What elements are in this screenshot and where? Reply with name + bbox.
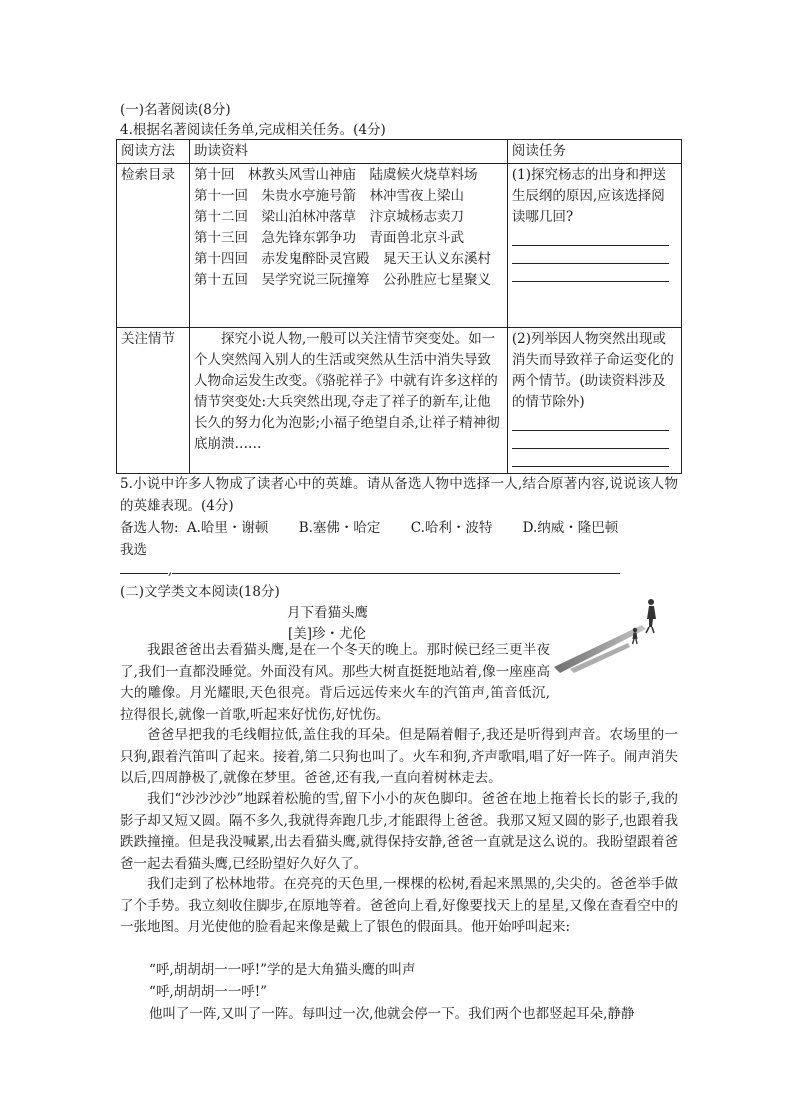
task-question: (1)探究杨志的出身和押送生辰纲的原因,应该选择阅读哪几回?: [511, 167, 667, 225]
chapter-item: 第十四回 赤发鬼醉卧灵宫殿 晁天王认义东溪村: [193, 251, 491, 267]
task-cell: [507, 164, 681, 328]
dialogue-line: “呼,胡胡胡一一呼!”学的是大角猫头鹰的叫声: [149, 962, 416, 978]
q5-choose-label: 我选: [120, 542, 147, 558]
story-paragraph: 爸爸早把我的毛线帽拉低,盖住我的耳朵。但是隔着帽子,我还是听得到声音。农场里的一只狗,跟着汽笛叫了起来。接着,第二只狗也叫了。火车和狗,齐声歌唱,唱了好一阵子。闹声消失以后,四周静极了,就像在梦里。爸爸,还有我,一直向着树林走去。: [120, 727, 678, 786]
reading-task-table: [116, 139, 682, 474]
chapter-item: 第十三回 急先锋东郭争功 青面兽北京斗武: [193, 230, 464, 246]
story-author: [美]珍・尤伦: [288, 626, 367, 642]
option-c: C.哈利・波特: [410, 520, 493, 536]
task-cell: [507, 328, 681, 474]
answer-blank[interactable]: [512, 413, 669, 431]
q5-answer-line: [120, 557, 620, 578]
options-label: 备选人物:: [120, 520, 179, 536]
table-row: [117, 328, 682, 474]
story-title: 月下看猫头鹰: [287, 605, 368, 621]
chapter-item: 第十回 林教头风雪山神庙 陆虞候火烧草料场: [193, 167, 478, 183]
option-a: A.哈里・谢顿: [186, 520, 269, 536]
method-cell: 关注情节: [117, 328, 190, 474]
q5-prompt: 5.小说中许多人物成了读者心中的英雄。请从备选人物中选择一人,结合原著内容,说说该人物的英雄表现。(4分): [120, 476, 678, 514]
answer-blank[interactable]: [512, 228, 669, 246]
answer-blank[interactable]: [512, 449, 669, 467]
option-b: B.塞佛・哈定: [298, 520, 381, 536]
q5-options: [120, 516, 618, 536]
task-question: (2)列举因人物突然出现或消失而导致祥子命运变化的两个情节。(助读资料涉及的情节除外): [511, 331, 674, 410]
answer-blank[interactable]: [512, 431, 669, 449]
father-child-shadow-illustration: [550, 597, 680, 675]
method-cell: 检索目录: [117, 164, 190, 328]
choice-blank[interactable]: [120, 557, 168, 574]
comma: ,: [168, 562, 173, 578]
answer-blank[interactable]: [512, 264, 669, 282]
answer-blank[interactable]: [512, 246, 669, 264]
dialogue-line: “呼,胡胡胡一一呼!”: [149, 984, 268, 1000]
q4-prompt: 4.根据名著阅读任务单,完成相关任务。(4分): [120, 122, 386, 138]
story-paragraph: 我们“沙沙沙沙”地踩着松脆的雪,留下小小的灰色脚印。爸爸在地上拖着长长的影子,我的影子却又短又圆。隔不多久,我就得奔跑几步,才能跟得上爸爸。我那又短又圆的影子,也跟着我跌跌撞撞。但是我没喊累,出去看猫头鹰,就得保持安静,爸爸一直就是这么说的。我盼望跟着爸爸一起去看猫头鹰,已经盼望好久好久了。: [120, 791, 678, 872]
chapter-item: 第十五回 吴学究说三阮撞筹 公孙胜应七星聚义: [193, 272, 491, 288]
section2-title: (二)文学类文本阅读(18分): [120, 584, 280, 600]
table-row: [117, 164, 682, 328]
section1-title: (一)名著阅读(8分): [120, 102, 231, 118]
material-text: 探究小说人物,一般可以关注情节突变处。如一个人突然闯入别人的生活或突然从生活中消失导致人物命运发生改变。《骆驼祥子》中就有许多这样的情节突变处:大兵突然出现,夺走了祥子的新车,让他长久的努力化为泡影;小福子绝望自杀,让祥子精神彻底崩溃……: [193, 331, 500, 452]
option-d: D.纳威・隆巴顿: [522, 520, 619, 536]
material-cell: [189, 328, 507, 474]
header-material: 助读资料: [189, 140, 507, 164]
header-task: 阅读任务: [507, 140, 681, 164]
story-paragraph: 我们走到了松林地带。在亮亮的天色里,一棵棵的松树,看起来黑黑的,尖尖的。爸爸举手做了个手势。我立刻收住脚步,在原地等着。爸爸向上看,好像要找天上的星星,又像在查看空中的一张地图。月光使他的脸看起来像是戴上了银色的假面具。他开始呼叫起来:: [120, 876, 678, 935]
chapter-item: 第十二回 梁山泊林冲落草 汴京城杨志卖刀: [193, 209, 464, 225]
table-header-row: [117, 140, 682, 164]
answer-blank[interactable]: [172, 557, 620, 574]
header-method: 阅读方法: [117, 140, 190, 164]
story-last-line: 他叫了一阵,又叫了一阵。每叫过一次,他就会停一下。我们两个也都竖起耳朵,静静: [149, 1006, 635, 1022]
story-paragraph: 我跟爸爸出去看猫头鹰,是在一个冬天的晚上。那时候已经三更半夜了,我们一直都没睡觉。外面没有风。那些大树直挺挺地站着,像一座座高大的雕像。月光耀眼,天色很亮。背后远远传来火车的汽笛声,笛音低沉,拉得很长,就像一首歌,听起来好忧伤,好忧伤。: [120, 642, 550, 723]
chapter-list: [189, 164, 507, 328]
chapter-item: 第十一回 朱贵水亭施号箭 林冲雪夜上梁山: [193, 188, 464, 204]
